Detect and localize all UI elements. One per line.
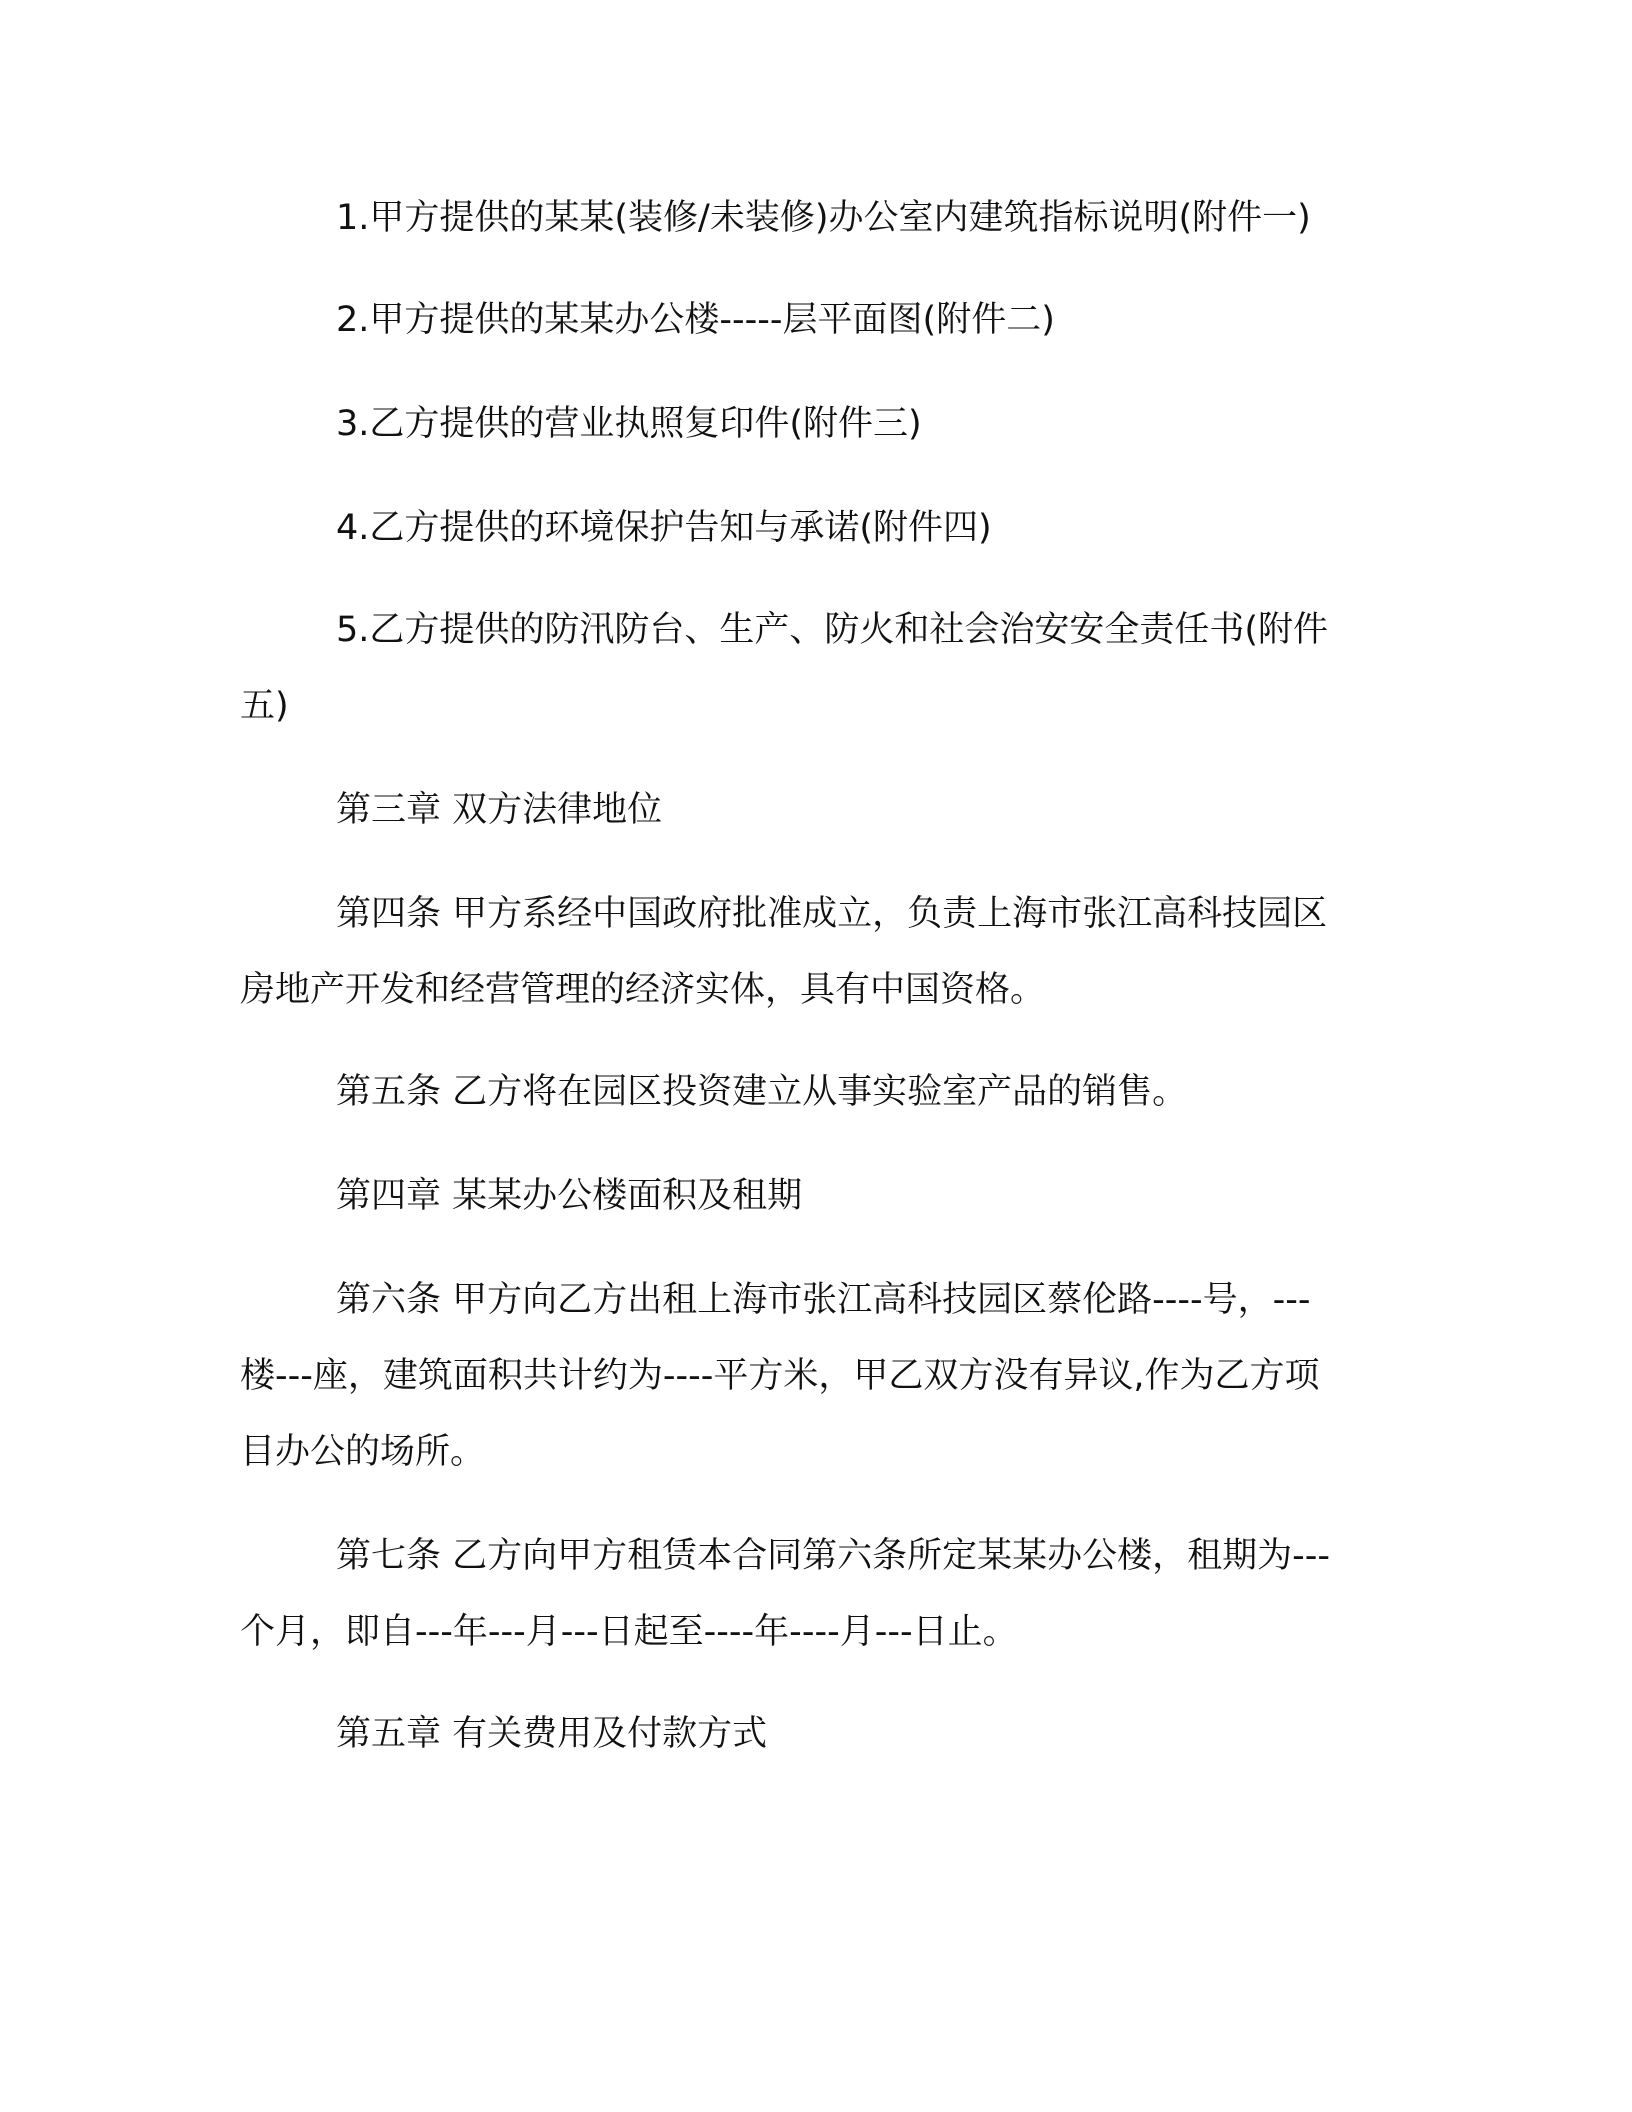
- paragraph-line: 房地产开发和经营管理的经济实体，具有中国资格。: [240, 970, 1046, 1010]
- paragraph-line: 第四条 甲方系经中国政府批准成立，负责上海市张江高科技园区: [336, 894, 1328, 934]
- paragraph-line: 五): [240, 686, 289, 726]
- paragraph-line: 1.甲方提供的某某(装修/未装修)办公室内建筑指标说明(附件一): [336, 198, 1311, 238]
- chapter-5-heading: [240, 1696, 1380, 1772]
- attachment-3: [240, 386, 1380, 462]
- paragraph-line: 第四章 某某办公楼面积及租期: [336, 1176, 803, 1216]
- paragraph-line: 3.乙方提供的营业执照复印件(附件三): [336, 404, 922, 444]
- paragraph-line: 第六条 甲方向乙方出租上海市张江高科技园区蔡伦路----号，---: [336, 1280, 1311, 1320]
- chapter-4-heading: [240, 1158, 1380, 1234]
- article-6: [240, 1262, 1380, 1490]
- attachment-2: [240, 282, 1380, 358]
- paragraph-line: 个月，即自---年---月---日起至----年----月---日止。: [240, 1612, 1018, 1652]
- paragraph-line: 第七条 乙方向甲方租赁本合同第六条所定某某办公楼，租期为---: [336, 1536, 1331, 1576]
- paragraph-line: 第五条 乙方将在园区投资建立从事实验室产品的销售。: [336, 1072, 1188, 1112]
- article-5: [240, 1054, 1380, 1130]
- attachment-5: [240, 592, 1380, 744]
- paragraph-line: 目办公的场所。: [240, 1432, 486, 1472]
- article-4: [240, 876, 1380, 1028]
- paragraph-line: 2.甲方提供的某某办公楼-----层平面图(附件二): [336, 300, 1055, 340]
- chapter-3-heading: [240, 772, 1380, 848]
- attachment-4: [240, 490, 1380, 566]
- paragraph-line: 第三章 双方法律地位: [336, 790, 663, 830]
- paragraph-line: 5.乙方提供的防汛防台、生产、防火和社会治安安全责任书(附件: [336, 610, 1329, 650]
- attachment-1: [240, 180, 1380, 256]
- paragraph-line: 第五章 有关费用及付款方式: [336, 1714, 768, 1754]
- paragraph-line: 4.乙方提供的环境保护告知与承诺(附件四): [336, 508, 992, 548]
- paragraph-line: 楼---座，建筑面积共计约为----平方米，甲乙双方没有异议,作为乙方项: [240, 1356, 1320, 1396]
- article-7: [240, 1518, 1380, 1670]
